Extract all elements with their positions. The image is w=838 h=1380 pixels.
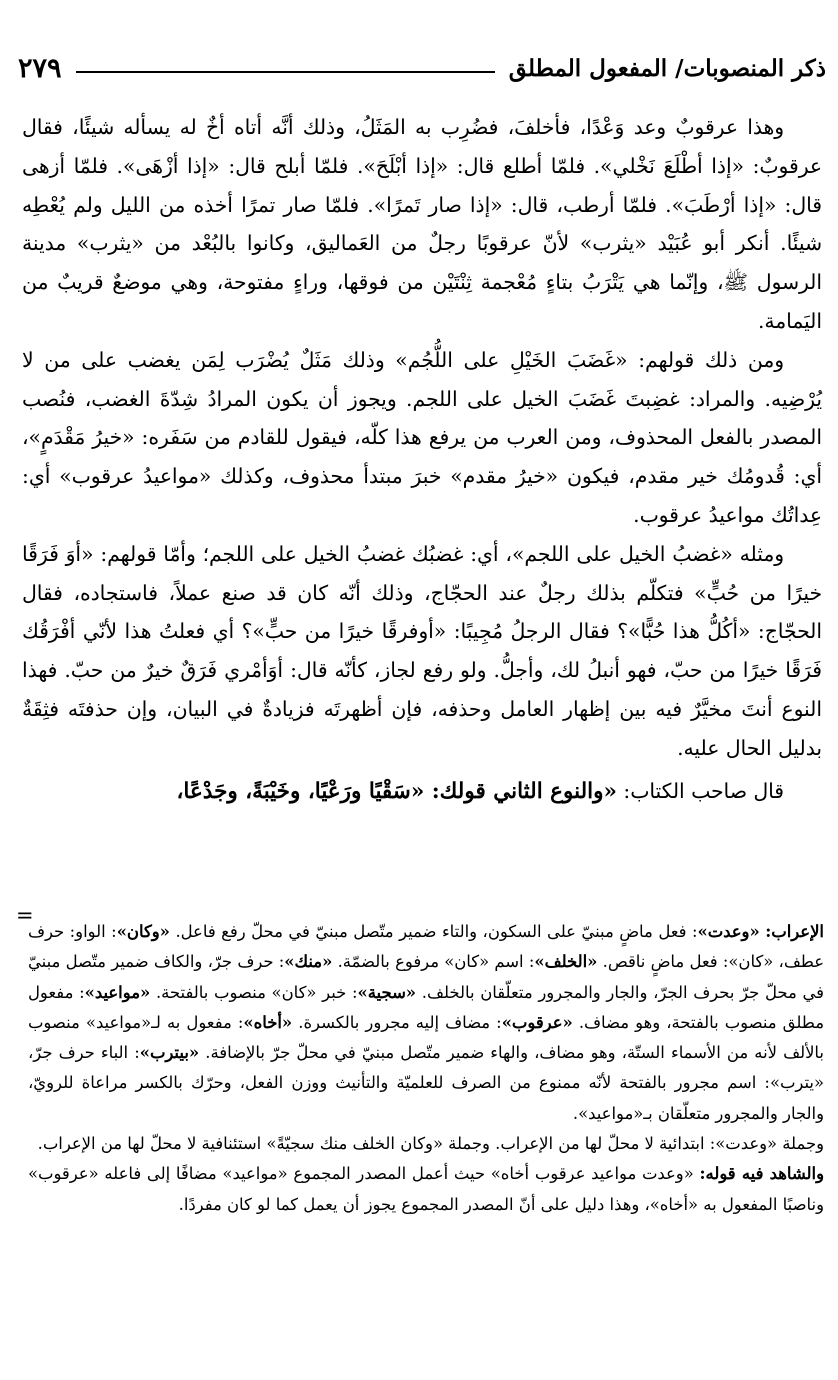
footnote-shahid: والشاهد فيه قوله: «وعدت مواعيد عرقوب أخاه» حيث أعمل المصدر المجموع «مواعيد» مضافًا إلى فاعله «عرقوب» وناصبًا المفعول به «أخاه»، وهذا دليل على أنّ المصدر المجموع يجوز أن يعمل كما لو كان مفردًا. [28, 1164, 825, 1214]
header-rule [76, 71, 495, 73]
paragraph-faraqan: ومثله «غضبُ الخيل على اللجم»، أي: غضبُك غضبُ الخيل على اللجم؛ وأمّا قولهم: «أوَ فَرَقًا خيرًا من حُبٍّ» فتكلّم بذلك رجلٌ عند الحجّاج، وذلك أنّه كان قد صنع عملاً، فاستجاده، فقال الحجّاج: «أكُلُّ هذا حُبًّا»؟ فقال الرجلُ مُجِيبًا: «أوفرقًا خيرًا من حبٍّ»؟ أي فعلتُ هذا لأنّي أفْرَقُك فَرَقًا خيرًا من حبّ، فهو أنبلُ لك، وأجلُّ. ولو رفع لجاز، كأنّه قال: أوَأمْري فَرَقٌ خيرٌ من حبّ. فهذا النوع أنتَ مخيَّرٌ فيه بين إظهار العامل وحذفه، فإن أظهرتَه فزيادةٌ في البيان، وإن حذفتَه فثِقَةٌ بدليل الحال عليه. [22, 541, 822, 760]
footnote-jumla: وجملة «وعدت»: ابتدائية لا محلّ لها من الإعراب. وجملة «وكان الخلف منك سجيّةً» استئنافية لا محلّ لها من الإعراب. [37, 1134, 824, 1154]
footnote-separator: = [16, 903, 34, 927]
paragraph-ghadab-al-khayl: ومن ذلك قولهم: «غَضَبَ الخَيْلِ على اللُّجُم» وذلك مَثَلٌ يُضْرَب لِمَن يغضب على من لا يُرْضِيه. والمراد: غضِبتَ غَضَبَ الخيل على اللجم. ويجوز أن يكون المرادُ شِدّةَ الغضب، فنُصب المصدر بالفعل المحذوف، ومن العرب من يرفع هذا كلّه، فيقول للقادم من سَفَره: «خيرُ مَقْدَمٍ»، أي: قُدومُك خير مقدم، فيكون «خيرُ مقدم» خبرَ مبتدأ محذوف، وكذلك «مواعيدُ عرقوب» أي: عِداتُك مواعيدُ عرقوب. [22, 347, 822, 527]
author-quote [22, 772, 822, 812]
page-header [14, 48, 826, 88]
book-page [14, 0, 826, 1380]
author-quote-prefix: قال صاحب الكتاب: [623, 778, 784, 803]
footnote-label-shahid: والشاهد فيه قوله: [699, 1164, 825, 1184]
footnote-label-irab: الإعراب: [765, 922, 824, 941]
author-quote-text: «والنوع الثاني قولك: «سَقْيًا ورَعْيًا، وخَيْبَةً، وجَدْعًا، [176, 778, 617, 804]
main-text [22, 108, 822, 811]
paragraph-orqub: وهذا عرقوبٌ وعد وَعْدًا، فأخلفَ، فضُرِب به المَثَلُ، وذلك أنَّه أتاه أخٌ له يسأله شيئًا، فقال عرقوبٌ: «إذا أطْلَعَ نَخْلي». فلمّا أطلع قال: «إذا أبْلَحَ». فلمّا أبلح قال: «إذا أزْهَى». فلمّا أزهى قال: «إذا أرْطَبَ». فلمّا أرطب، قال: «إذا صار تَمرًا». فلمّا صار تمرًا أخذه من الليل ولم يُعْطِه شيئًا. أنكر أبو عُبَيْد «يثرب» لأنّ عرقوبًا رجلٌ من العَماليق، وكانوا بالبُعْد من «يثرب» مدينة الرسول ﷺ، وإنّما هي يَتْرَبُ بتاءٍ مُعْجمة ثِنْتَيْن من فوقها، وراءٍ مفتوحة، وهي موضعٌ قريبٌ من اليَمامة. [22, 115, 822, 333]
running-title: ذكر المنصوبات/ المفعول المطلق [508, 54, 826, 82]
footnotes [28, 917, 824, 1220]
footnote-irab: الإعراب: «وعدت»: فعل ماضٍ مبنيّ على السكون، والتاء ضمير متّصل مبنيّ في محلّ رفع فاعل. «وكان»: الواو: حرف عطف، «كان»: فعل ماضٍ ناقص. «الخلف»: اسم «كان» مرفوع بالضمّة. «منك»: حرف جرّ، والكاف ضمير متّصل مبنيّ في محلّ جرّ بحرف الجرّ، والجار والمجرور متعلّقان بالخلف. «سجية»: خبر «كان» منصوب بالفتحة. «مواعيد»: مفعول مطلق منصوب بالفتحة، وهو مضاف. «عرقوب»: مضاف إليه مجرور بالكسرة. «أخاه»: مفعول به لـ«مواعيد» منصوب بالألف لأنه من الأسماء الستّة، وهو مضاف، والهاء ضمير متّصل مبنيّ في محلّ جرّ بالإضافة. «بيترب»: الباء حرف جرّ، «يترب»: اسم مجرور بالفتحة لأنّه ممنوع من الصرف للعلميّة والتأنيث ووزن الفعل، وحرّك بالكسر مراعاة للرويّ، والجار والمجرور متعلّقان بـ«مواعيد». [28, 922, 825, 1123]
page-number: ٢٧٩ [18, 52, 62, 84]
